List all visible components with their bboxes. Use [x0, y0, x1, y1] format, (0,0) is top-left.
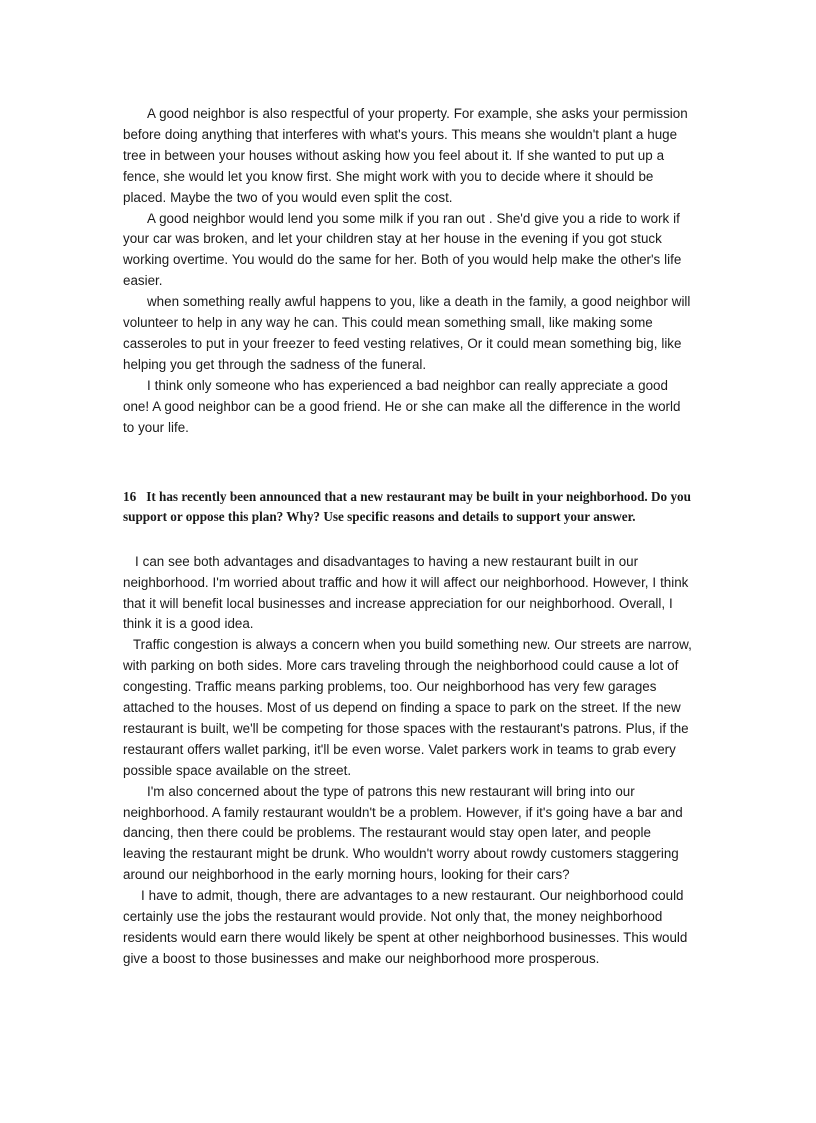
paragraph-intro: I can see both advantages and disadvantages to having a new restaurant built in our neighborhood. I'm worried about traffic and how it will affect our neighborhood. However, I think that it will benefit local businesses and increase appreciation for our neighborhood. Overall, I think it is a good idea. — [123, 553, 689, 632]
paragraph-awful-events: when something really awful happens to you, like a death in the family, a good neighbor will volunteer to help in any way he can. This could mean something small, like making some casseroles to put in your freezer to feed vesting relatives, Or it could mean something big, like helping you get through the sadness of the funeral. — [123, 294, 691, 372]
essay-question — [123, 487, 695, 528]
paragraph-lend-milk: A good neighbor would lend you some milk if you ran out . She'd give you a ride to work if your car was broken, and let your children stay at her house in the evening if you got stuck working overtime. You would do the same for her. Both of you would help make the other's life easier. — [123, 210, 682, 289]
question-number: 16 — [123, 488, 137, 504]
paragraph-traffic: Traffic congestion is always a concern when you build something new. Our streets are narrow, with parking on both sides. More cars traveling through the neighborhood could cause a lot of congesting. Traffic means parking problems, too. Our neighborhood has very few garages attached to the houses. Most of us depend on finding a space to park on the street. If the new restaurant is built, we'll be competing for those spaces with the restaurant's patrons. Plus, if the restaurant offers wallet parking, it'll be even worse. Valet parkers work in teams to grab every possible space available on the street. — [123, 637, 692, 778]
paragraph-property-respect: A good neighbor is also respectful of your property. For example, she asks your permission before doing anything that interferes with what's yours. This means she wouldn't plant a huge tree in between your houses without asking how you feel about it. If she wanted to put up a fence, she would let you know first. She might work with you to decide where it should be placed. Maybe the two of you would even split the cost. — [123, 106, 688, 205]
document-page — [123, 104, 695, 970]
paragraph-advantages: I have to admit, though, there are advantages to a new restaurant. Our neighborhood could certainly use the jobs the restaurant would provide. Not only that, the money neighborhood residents would earn there would likely be spent at other neighborhood businesses. This would give a boost to those businesses and make our neighborhood more prosperous. — [123, 888, 688, 966]
paragraph-patrons: I'm also concerned about the type of patrons this new restaurant will bring into our neighborhood. A family restaurant wouldn't be a problem. However, if it's going have a bar and dancing, then there could be problems. The restaurant would stay open later, and people leaving the restaurant might be drunk. Who wouldn't worry about rowdy customers staggering around our neighborhood in the early morning hours, looking for their cars? — [123, 783, 683, 883]
question-text: It has recently been announced that a new restaurant may be built in your neighborhood. Do you support or oppose this plan? Why? Use specific reasons and details to support your answer. — [123, 488, 691, 525]
paragraph-conclusion: I think only someone who has experienced a bad neighbor can really appreciate a good one! A good neighbor can be a good friend. He or she can make all the difference in the world to your life. — [123, 377, 681, 435]
